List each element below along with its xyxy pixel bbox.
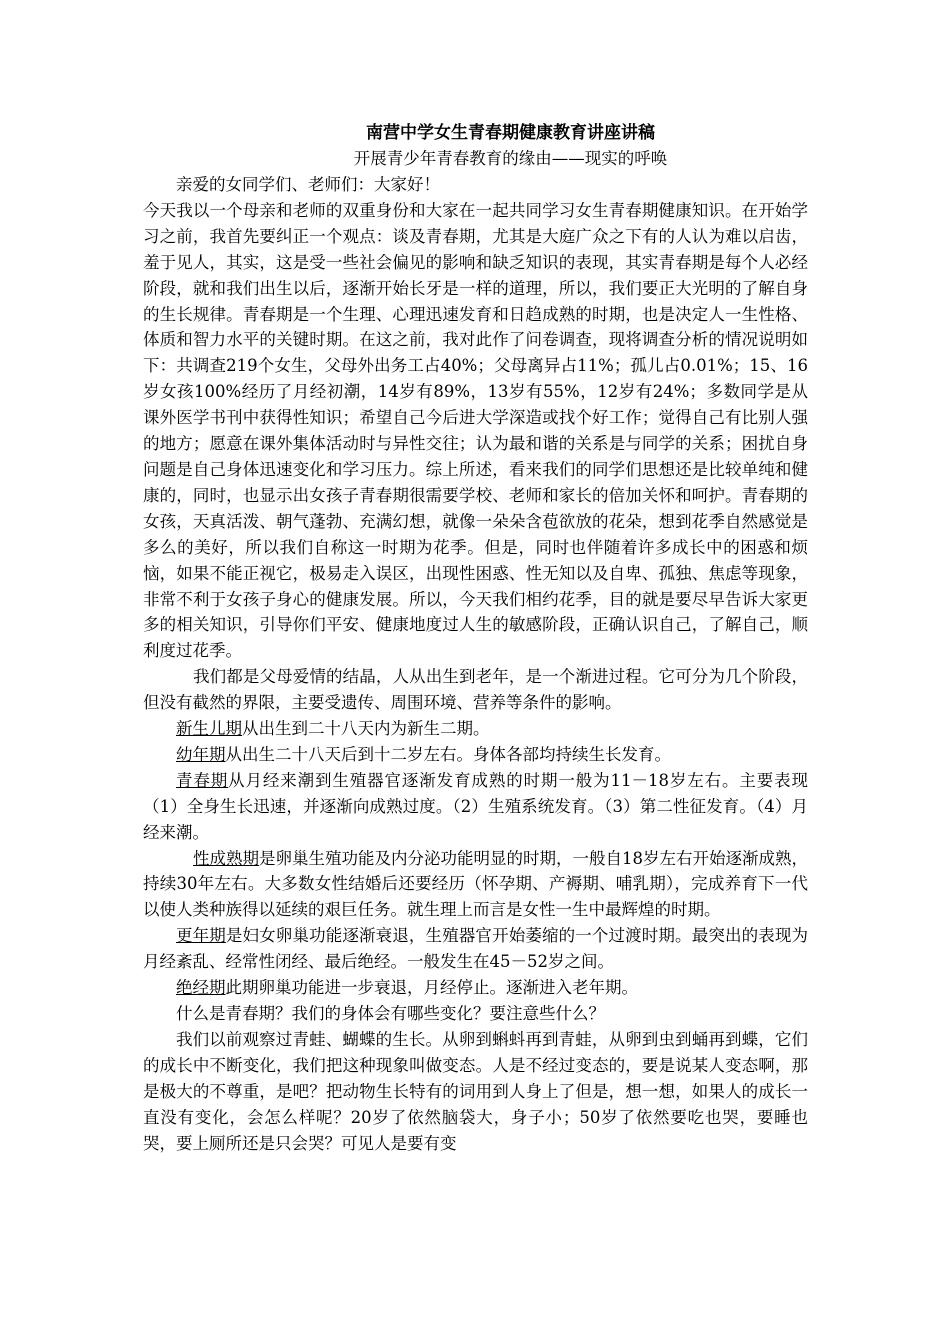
stages-intro-paragraph: 我们都是父母爱情的结晶，人从出生到老年，是一个渐进过程。它可分为几个阶段，但没有截然的界限，主要受遗传、周围环境、营养等条件的影响。: [143, 667, 808, 713]
stage-text: 是妇女卵巢功能逐渐衰退，生殖器官开始萎缩的一个过渡时期。最突出的表现为月经紊乱、经常性闭经、最后绝经。一般发生在45－52岁之间。: [143, 926, 809, 972]
stage-term: 绝经期: [176, 978, 226, 998]
document-page: [143, 120, 808, 1156]
stage-text: 从出生二十八天后到十二岁左右。身体各部均持续生长发育。: [225, 744, 671, 764]
stage-term: 新生儿期: [176, 719, 242, 739]
greeting-paragraph: 亲爱的女同学们、老师们：大家好！: [176, 175, 440, 194]
stage-term: 更年期: [176, 926, 226, 946]
intro-paragraph: 今天我以一个母亲和老师的双重身份和大家在一起共同学习女生青春期健康知识。在开始学习之前，我首先要纠正一个观点：谈及青春期，尤其是大庭广众之下有的人认为难以启齿，羞于见人，其实，这是受一些社会偏见的影响和缺乏知识的表现，其实青春期是每个人必经阶段，就和我们出生以后，逐渐开始长牙是一样的道理，所以，我们要正大光明的了解自身的生长规律。青春期是一个生理、心理迅速发育和日趋成熟的时期，也是决定人一生性格、体质和智力水平的关键时期。在这之前，我对此作了问卷调查，现将调查分析的情况说明如下：共调查219个女生，父母外出务工占40%；父母离异占11%；孤儿占0.01%；15、16岁女孩100%经历了月经初潮，14岁有89%，13岁有55%，12岁有24%；多数同学是从课外医学书刊中获得性知识；希望自己今后进大学深造或找个好工作；觉得自己有比别人强的地方；愿意在课外集体活动时与异性交往；认为最和谐的关系是与同学的关系；困扰自身问题是自己身体迅速变化和学习压力。综上所述，看来我们的同学们思想还是比较单纯和健康的，同时，也显示出女孩子青春期很需要学校、老师和家长的倍加关怀和呵护。青春期的女孩，天真活泼、朝气蓬勃、充满幻想，就像一朵朵含苞欲放的花朵，想到花季自然感觉是多么的美好，所以我们自称这一时期为花季。但是，同时也伴随着许多成长中的困惑和烦恼，如果不能正视它，极易走入误区，出现性困惑、性无知以及自卑、孤独、焦虑等现象，非常不利于女孩子身心的健康发展。所以，今天我们相约花季，目的就是要尽早告诉大家更多的相关知识，引导你们平安、健康地度过人生的敏感阶段，正确认识自己，了解自己，顺利度过花季。: [143, 200, 808, 661]
stage-text: 从月经来潮到生殖器官逐渐发育成熟的时期一般为11－18岁左右。主要表现（1）全身生长迅速，并逐渐向成熟过度。（2）生殖系统发育。（3）第二性征发育。（4）月经来潮。: [143, 770, 808, 842]
stage-term: 性成熟期: [193, 848, 259, 868]
stage-paragraph: [143, 846, 808, 924]
stage-text: 是卵巢生殖功能及内分泌功能明显的时期，一般自18岁左右开始逐渐成熟，持续30年左右。大多数女性结婚后还要经历（怀孕期、产褥期、哺乳期），完成养育下一代以使人类种族得以延续的艰巨任务。就生理上而言是女性一生中最辉煌的时期。: [143, 848, 808, 920]
stage-paragraph: [143, 975, 808, 1001]
stage-paragraph: [143, 716, 808, 742]
question-paragraph: 什么是青春期？我们的身体会有哪些变化？要注意些什么？: [176, 1004, 605, 1023]
stage-term: 青春期: [176, 770, 229, 790]
stage-text: 从出生到二十八天内为新生二期。: [242, 719, 490, 739]
document-subtitle: 开展青少年青春教育的缘由——现实的呼唤: [353, 149, 668, 168]
stage-term: 幼年期: [176, 744, 226, 764]
closing-paragraph: 我们以前观察过青蛙、蝴蝶的生长。从卵到蝌蚪再到青蛙，从卵到虫到蛹再到蝶，它们的成长中不断变化，我们把这种现象叫做变态。人是不经过变态的，要是说某人变态啊，那是极大的不尊重，是吧？把动物生长特有的词用到人身上了但是，想一想，如果人的成长一直没有变化，会怎么样呢？20岁了依然脑袋大，身子小；50岁了依然要吃也哭，要睡也哭，要上厕所还是只会哭？可见人是要有变: [143, 1029, 808, 1153]
document-title: 南营中学女生青春期健康教育讲座讲稿: [366, 123, 655, 143]
stage-text: 此期卵巢功能进一步衰退，月经停止。逐渐进入老年期。: [225, 978, 638, 998]
stage-paragraph: [143, 742, 808, 768]
stage-paragraph: [143, 768, 808, 846]
stage-paragraph: [143, 923, 808, 975]
